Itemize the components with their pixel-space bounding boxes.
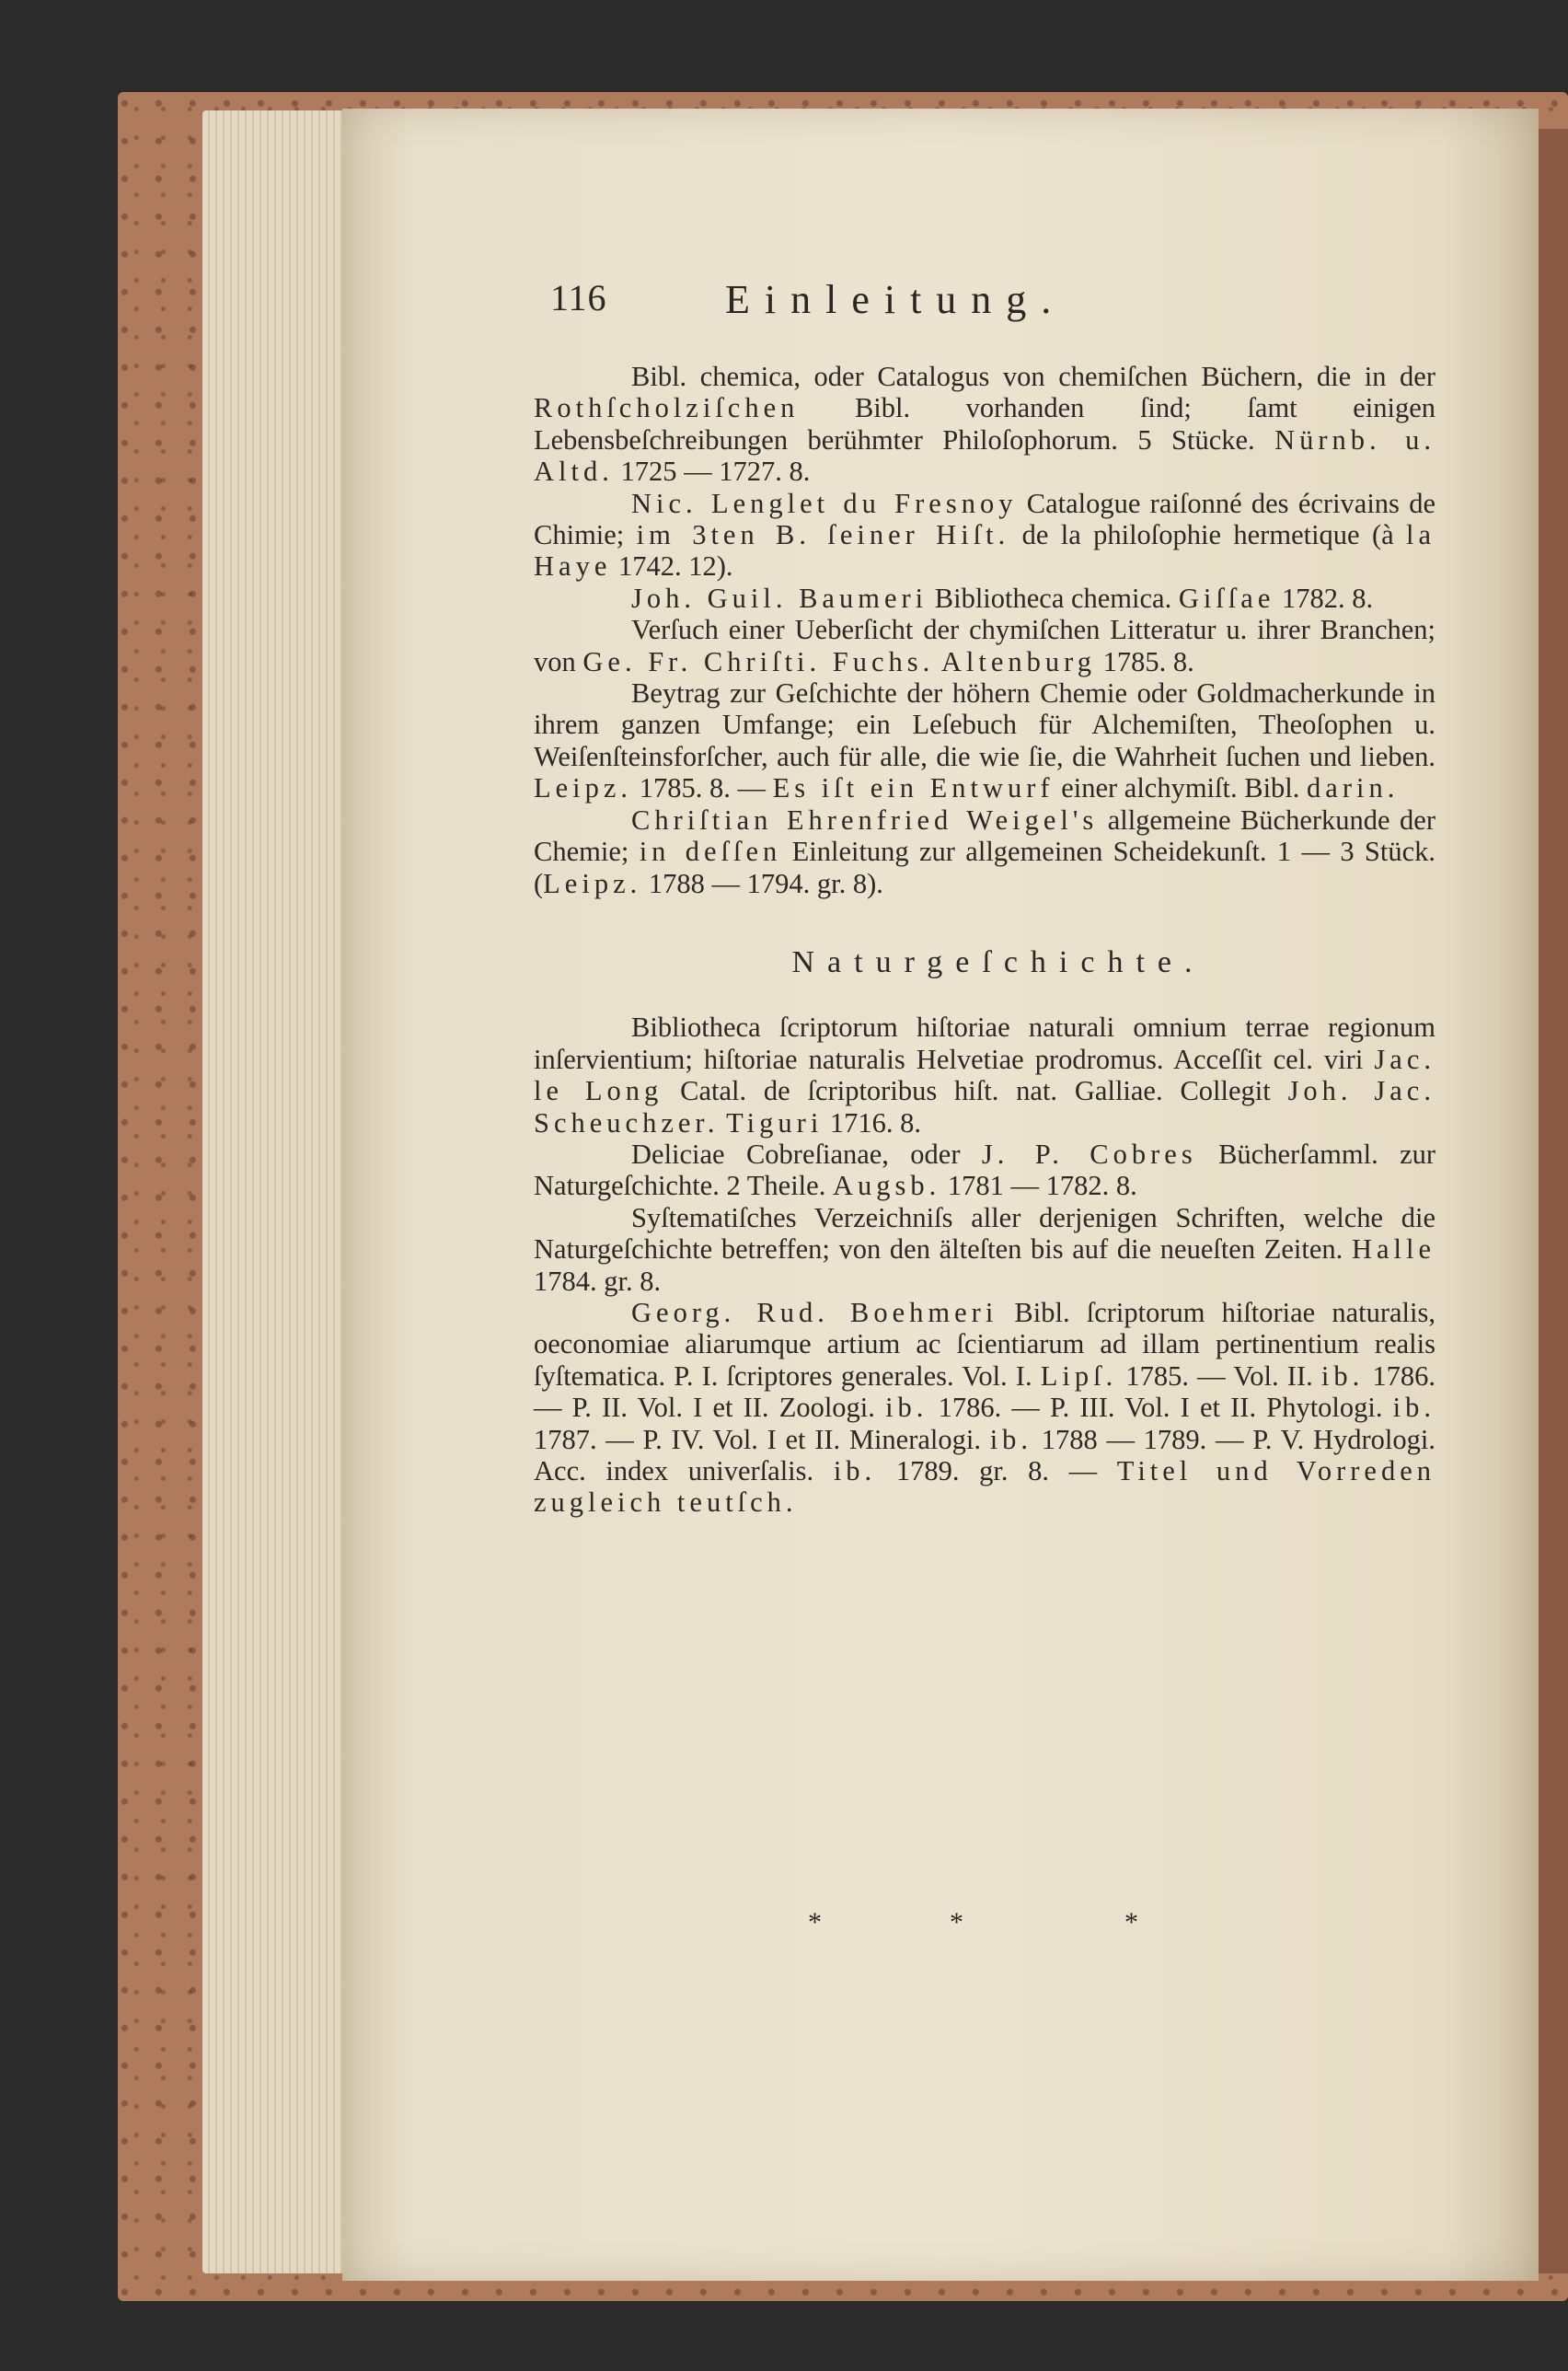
- entry-text: Catalogue raiſonné des écrivains de Chimie;: [534, 487, 1435, 551]
- entry-text: [934, 646, 941, 677]
- spaced-name-text: Es iſt ein Entwurf: [772, 772, 1055, 804]
- natural-history-entries: [534, 1012, 1435, 1519]
- bibliography-entry: [534, 804, 1435, 899]
- entry-text: einer alchymiſt. Bibl.: [1054, 772, 1308, 804]
- spaced-name-text: Leipz.: [543, 867, 642, 899]
- spaced-name-text: Halle: [1351, 1233, 1435, 1266]
- spaced-name-text: Giſſae: [1178, 582, 1275, 614]
- entry-text: Catal. de ſcriptoribus hiſt. nat. Galliae. Collegit: [663, 1075, 1288, 1107]
- entry-text: 1725 — 1727. 8.: [613, 456, 811, 488]
- spaced-name-text: ib.: [833, 1455, 877, 1486]
- spaced-name-text: J. P. Cobres: [981, 1138, 1197, 1170]
- spaced-name-text: Joh. Guil. Baumeri: [631, 582, 928, 614]
- entry-text: 1785. 8. —: [632, 772, 773, 804]
- star-ornament: *: [808, 1907, 822, 1937]
- entry-text: Syſtematiſches Verzeichniſs aller derjenigen Schriften, welche die Naturgeſchichte betreffen; von den älteſten bis auf die neueſten Zeiten.: [534, 1201, 1435, 1266]
- entry-text: 1781 — 1782. 8.: [940, 1170, 1137, 1202]
- entry-text: 1782. 8.: [1274, 582, 1374, 614]
- entry-text: 1785. 8.: [1096, 645, 1194, 677]
- spaced-name-text: Lipſ.: [1040, 1359, 1118, 1392]
- spaced-name-text: ib.: [1392, 1392, 1436, 1424]
- spaced-name-text: Joh. Jac. Scheuchzer.: [534, 1075, 1435, 1139]
- entry-text: Bibliotheca chemica.: [928, 582, 1179, 614]
- spaced-name-text: la Haye: [534, 519, 1436, 583]
- spaced-name-text: Altenburg: [940, 645, 1097, 677]
- bibliography-entry: [534, 677, 1435, 804]
- bibliography-entry: [534, 1012, 1435, 1139]
- entry-text: 1788 — 1789. — P. V. Hydrologi. Acc. index univerſalis.: [534, 1423, 1435, 1486]
- section-end-stars: [791, 1907, 1159, 1944]
- bibliography-entry: [534, 1297, 1435, 1519]
- bibliography-entry: [534, 488, 1435, 583]
- entry-text: Verſuch einer Ueberſicht der chymiſchen Litteratur u. ihrer Branchen; von: [534, 614, 1435, 677]
- section-heading: Naturgeſchichte.: [791, 944, 1205, 979]
- spaced-name-text: Jac. le Long: [534, 1043, 1435, 1107]
- spaced-name-text: ib.: [1320, 1359, 1365, 1392]
- entry-text: Bibl. chemica, oder Catalogus von chemiſchen Büchern, die in der: [631, 361, 1435, 392]
- spaced-name-text: in deſſen: [639, 836, 782, 868]
- spaced-name-text: darin.: [1307, 772, 1400, 804]
- spaced-name-text: Chriſtian Ehrenfried Weigel's: [631, 804, 1099, 836]
- chemistry-entries: [534, 361, 1435, 899]
- spaced-name-text: Tiguri: [726, 1106, 824, 1139]
- spaced-name-text: ib.: [885, 1392, 928, 1424]
- bibliography-entry: [534, 1202, 1435, 1297]
- entry-text: Deliciae Cobreſianae, oder: [631, 1138, 982, 1170]
- entry-text: 1742. 12).: [611, 550, 733, 583]
- entry-text: allgemeine Bücherkunde der Chemie;: [534, 804, 1435, 868]
- entry-text: Bibl. ſcriptorum hiſtoriae naturalis, oeconomiae aliarumque artium ac ſcientiarum ad illam pertinentium realis ſyſtematica. P. I. ſcriptores generales. Vol. I.: [534, 1296, 1435, 1392]
- spaced-name-text: Ge. Fr. Chriſti. Fuchs.: [582, 645, 935, 677]
- bibliography-entry: [534, 361, 1435, 488]
- binding-strip: [1539, 129, 1568, 2273]
- entry-text: 1786. — P. III. Vol. I et II. Phytologi.: [928, 1392, 1393, 1424]
- spaced-name-text: Nürnb. u. Altd.: [534, 423, 1435, 488]
- entry-text: Beytrag zur Geſchichte der höhern Chemie oder Goldmacherkunde in ihrem ganzen Umfange; ein Leſebuch für Alchemiſten, Theoſophen u. Weiſenſteinsforſcher, auch für alle, die wie ſie, die Wahrheit ſuchen und lieben.: [534, 677, 1435, 772]
- spaced-name-text: Titel und Vorreden zugleich teutſch.: [534, 1455, 1436, 1519]
- entry-text: Einleitung zur allgemeinen Scheidekunſt. 1 — 3 Stück. (: [534, 836, 1436, 899]
- entry-text: Bibliotheca ſcriptorum hiſtoriae naturali omnium terrae regionum inſervientium; hiſtoriae naturalis Helvetiae prodromus. Acceſſit cel. viri: [534, 1012, 1435, 1075]
- entry-text: 1786. — P. II. Vol. I et II. Zoologi.: [534, 1359, 1436, 1424]
- entry-text: 1784. gr. 8.: [534, 1265, 662, 1297]
- bibliography-entry: [534, 1139, 1435, 1202]
- bibliography-entry: [534, 583, 1435, 614]
- spaced-name-text: Rothſcholziſchen: [534, 392, 800, 424]
- entry-text: Bücherſamml. zur Naturgeſchichte. 2 Theile.: [534, 1138, 1436, 1202]
- entry-text: 1785. — Vol. II.: [1117, 1359, 1321, 1392]
- spaced-name-text: Georg. Rud. Boehmeri: [631, 1296, 998, 1328]
- entry-text: 1716. 8.: [823, 1106, 922, 1139]
- running-title: Einleitung.: [725, 277, 1066, 322]
- spaced-name-text: ib.: [989, 1423, 1033, 1455]
- page-number: 116: [550, 277, 607, 318]
- spaced-name-text: Augsb.: [832, 1170, 941, 1202]
- entry-text: Bibl. vorhanden ſind; ſamt einigen Lebensbeſchreibungen berühmter Philoſophorum. 5 Stücke.: [534, 392, 1435, 456]
- page-header: [550, 276, 1415, 331]
- page-body: [534, 361, 1435, 1519]
- entry-text: [720, 1107, 727, 1139]
- entry-text: 1788 — 1794. gr. 8).: [641, 867, 883, 899]
- entry-text: 1789. gr. 8. —: [876, 1455, 1117, 1486]
- bibliography-entry: [534, 614, 1435, 677]
- entry-text: de la philoſophie hermetique (à: [1009, 519, 1406, 551]
- spaced-name-text: Nic. Lenglet du Fresnoy: [631, 487, 1018, 519]
- spaced-name-text: Leipz.: [534, 772, 633, 804]
- spaced-name-text: im 3ten B. ſeiner Hiſt.: [636, 519, 1010, 551]
- star-ornament: *: [950, 1907, 963, 1937]
- star-ornament: *: [1124, 1907, 1138, 1937]
- entry-text: 1787. — P. IV. Vol. I et II. Mineralogi.: [534, 1423, 990, 1455]
